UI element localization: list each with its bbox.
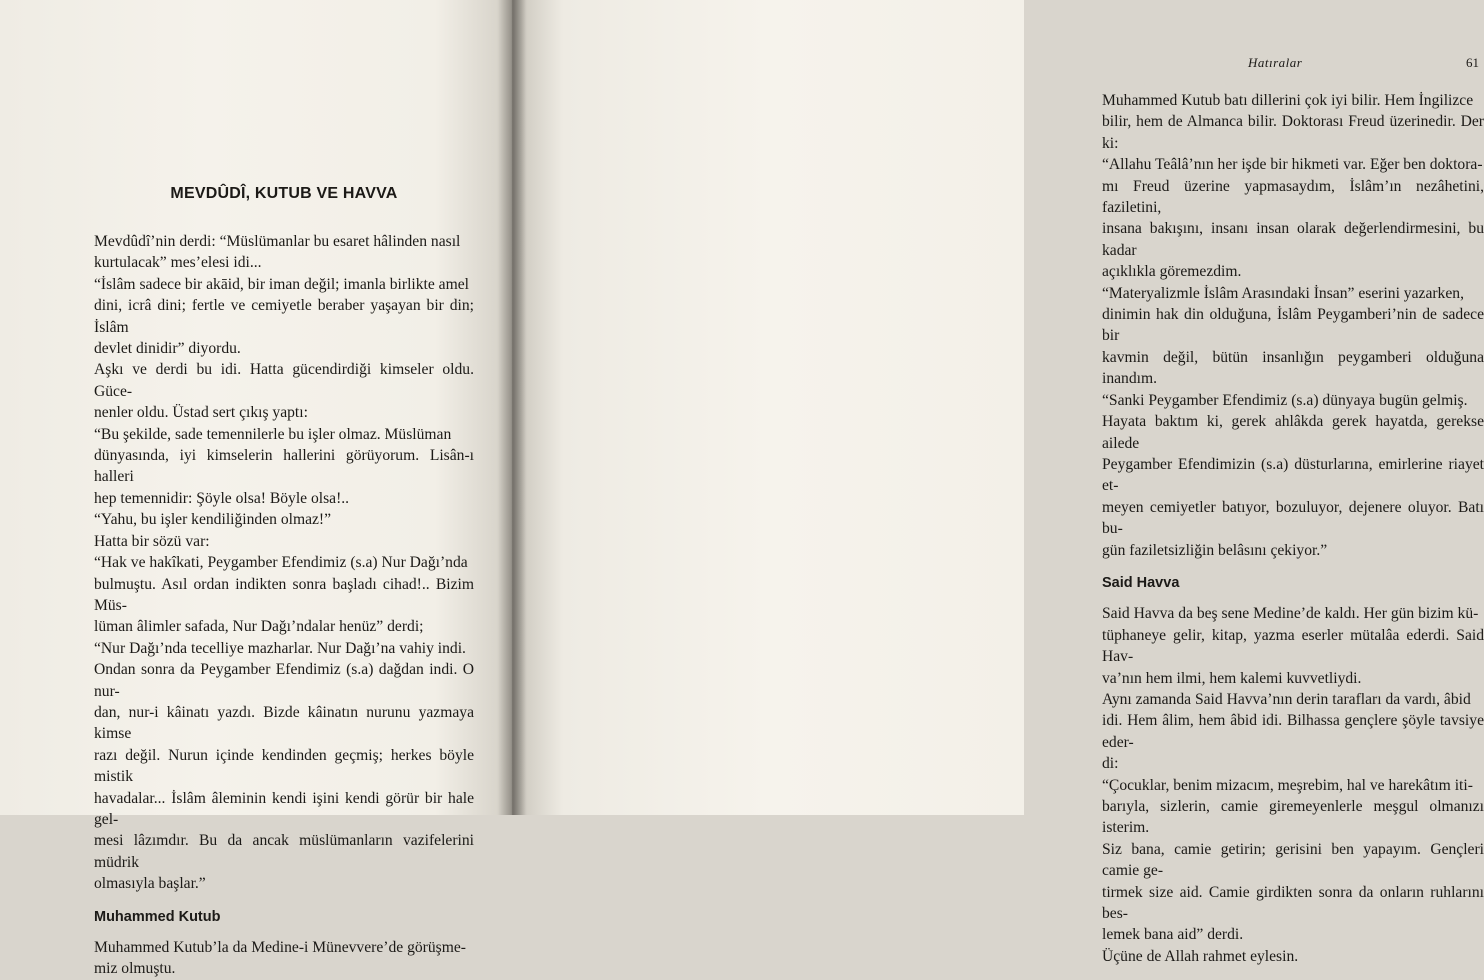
right-page [512,0,1484,965]
paragraph: “Nur Dağı’nda tecelliye mazharlar. Nur Dağı’na vahiy indi. Ondan sonra da Peygamber Efendimiz (s.a) dağdan indi. O nur- dan, nur-i kâinatı yazdı. Bizde kâinatın nurunu yazmaya kimse razı değil. Nurun içinde kendinden geçmiş; herkes böyle mistik havadalar... İslâm âleminin kendi işini kendi görür bir hale gel- mesi lâzımdır. Bu da ancak müslümanların vazifelerini müdrik olmasıyla başlar.” [94,639,474,893]
page-number: 61 [1466,55,1479,70]
paragraph: “Çocuklar, benim mizacım, meşrebim, hal ve harekâtım iti- barıyla, sizlerin, camie giremeyenlerle meşgul olmanızı isterim. Siz bana, camie getirin; gerisini ben yapayım. Gençleri camie ge- tirmek size aid. Camie girdikten sonra da onların ruhlarını bes- lemek bana aid” derdi. [1102,776,1484,944]
paragraph: “İslâm sadece bir akāid, bir iman değil; imanla birlikte amel dini, icrâ dini; fertle ve cemiyetle beraber yaşayan bir din; İslâm devlet dinidir” diyordu. [94,275,474,358]
paragraph: “Allahu Teâlâ’nın her işde bir hikmeti var. Eğer ben doktora- mı Freud üzerine yapmasaydım, İslâm’ın nezâhetini, faziletini, insana bakışını, insanı insan olarak değerlendirmesini, bu kadar açıklıkla göremezdim. [1102,156,1484,281]
paragraph: “Yahu, bu işler kendiliğinden olmaz!” [94,511,332,529]
left-page [0,0,512,978]
right-page-body [1102,90,1484,967]
running-head: Hatıralar [1248,55,1303,70]
paragraph: Said Havva da beş sene Medine’de kaldı. Her gün bizim kü- tüphaneye gelir, kitap, yazma eserler mütalâa ederdi. Said Hav- va’nın hem ilmi, hem kalemi kuvvetliydi. [1102,605,1484,687]
chapter-title: MEVDÛDÎ, KUTUB VE HAVVA [170,185,398,202]
paragraph: Aynı zamanda Said Havva’nın derin tarafları da vardı, âbid idi. Hem âlim, hem âbid idi. Bilhassa gençlere şöyle tavsiye eder- di: [1102,690,1484,773]
paragraph: “Hak ve hakîkati, Peygamber Efendimiz (s.a) Nur Dağı’nda bulmuştu. Asıl ordan indikten sonra başladı cihad!.. Bizim Müs- lüman âlimler safada, Nur Dağı’ndalar henüz” derdi; [94,554,474,636]
paragraph: Muhammed Kutub batı dillerini çok iyi bilir. Hem İngilizce bilir, hem de Almanca bilir. Doktorası Freud üzerinedir. Der ki: [1102,92,1484,152]
paragraph: Mevdûdî’nin derdi: “Müslümanlar bu esaret hâlinden nasıl kurtulacak” mes’elesi idi... [94,233,461,272]
section-heading: Muhammed Kutub [94,908,221,925]
paragraph: “Bu şekilde, sade temennilerle bu işler olmaz. Müslüman dünyasında, iyi kimselerin hallerini görüyorum. Lisân-ı halleri hep temennidir: Şöyle olsa! Böyle olsa!.. [94,425,474,507]
paragraph: Üçüne de Allah rahmet eylesin. [1102,947,1299,965]
section-heading: Said Havva [1102,574,1180,591]
paragraph: Hatta bir sözü var: [94,532,210,550]
left-page-body [94,231,474,980]
paragraph: “Materyalizmle İslâm Arasındaki İnsan” eserini yazarken, dinimin hak din olduğuna, İslâm Peygamberi’nin de sadece bir kavmin değil, bütün insanlığın peygamberi olduğuna inandım. [1102,284,1484,388]
paragraph: Muhammed Kutub’la da Medine-i Münevvere’de görüşme- miz olmuştu. [94,939,466,978]
paragraph: “Sanki Peygamber Efendimiz (s.a) dünyaya bugün gelmiş. Hayata baktım ki, gerek ahlâkda gerek hayatda, gerekse ailede Peygamber Efendimizin (s.a) düsturlarına, emirlerine riayet et- meyen cemiyetler batıyor, bozuluyor, dejenere oluyor. Batı bu- gün faziletsizliğin belâsını çekiyor.” [1102,391,1484,559]
paragraph: Aşkı ve derdi bu idi. Hatta gücendirdiği kimseler oldu. Güce- nenler oldu. Üstad sert çıkış yaptı: [94,361,474,422]
